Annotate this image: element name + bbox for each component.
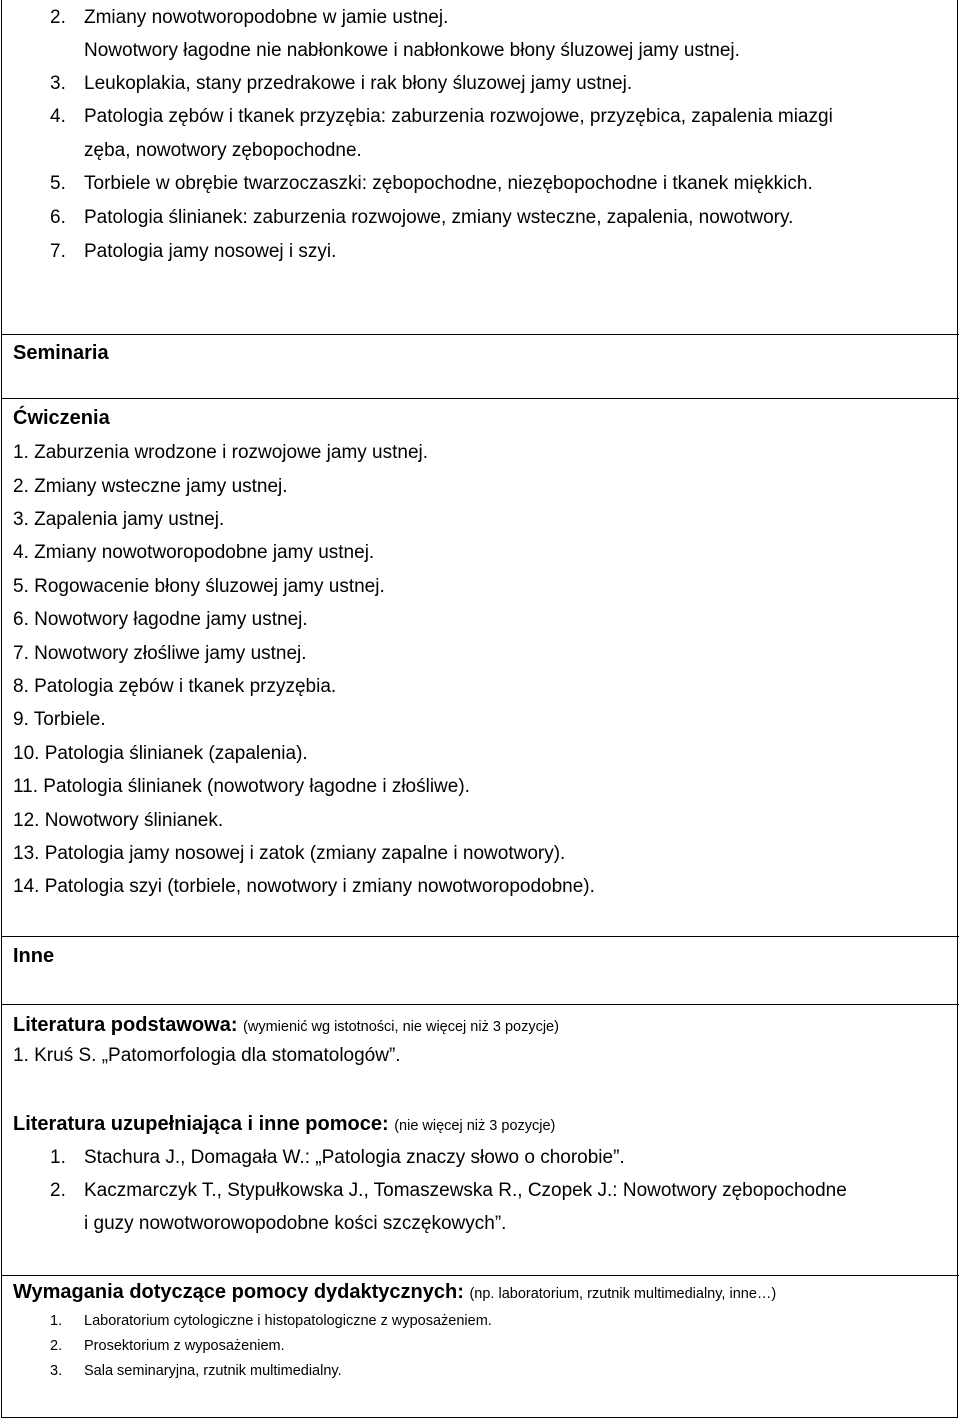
list-item: 7. Nowotwory złośliwe jamy ustnej.	[13, 643, 307, 664]
basic-literature-heading	[13, 1013, 559, 1039]
list-item: 8. Patologia zębów i tkanek przyzębia.	[13, 676, 337, 697]
list-item: 1. Zaburzenia wrodzone i rozwojowe jamy ustnej.	[13, 442, 429, 463]
list-item: 10. Patologia ślinianek (zapalenia).	[13, 743, 308, 764]
list-item: Nowotwory łagodne nie nabłonkowe i nabłonkowe błony śluzowej jamy ustnej.	[84, 40, 740, 61]
list-item: Sala seminaryjna, rzutnik multimedialny.	[84, 1363, 342, 1379]
requirements-heading	[13, 1280, 776, 1306]
list-item: 9. Torbiele.	[13, 709, 106, 730]
list-item-number: 3.	[50, 73, 66, 94]
list-item: Zmiany nowotworopodobne w jamie ustnej.	[84, 7, 449, 28]
list-item: Patologia zębów i tkanek przyzębia: zaburzenia rozwojowe, przyzębica, zapalenia miazgi	[84, 106, 833, 127]
list-item-number: 7.	[50, 241, 66, 262]
list-item-number: 4.	[50, 106, 66, 127]
list-item: 12. Nowotwory ślinianek.	[13, 810, 224, 831]
section-divider	[1, 398, 959, 399]
supplementary-literature-title: Literatura uzupełniająca i inne pomoce:	[13, 1113, 389, 1135]
list-item: 4. Zmiany nowotworopodobne jamy ustnej.	[13, 542, 375, 563]
list-item-number: 3.	[50, 1363, 63, 1379]
list-item: 6. Nowotwory łagodne jamy ustnej.	[13, 609, 308, 630]
list-item: Patologia jamy nosowej i szyi.	[84, 241, 337, 262]
list-item: Laboratorium cytologiczne i histopatologiczne z wyposażeniem.	[84, 1313, 492, 1329]
list-item-number: 1.	[50, 1147, 66, 1168]
list-item-number: 2.	[50, 1180, 66, 1201]
list-item: Torbiele w obrębie twarzoczaszki: zębopochodne, niezębopochodne i tkanek miękkich.	[84, 173, 813, 194]
list-item-number: 2.	[50, 1338, 63, 1354]
basic-literature-note: (wymienić wg istotności, nie więcej niż 3 pozycje)	[243, 1019, 559, 1035]
list-item: 13. Patologia jamy nosowej i zatok (zmiany zapalne i nowotwory).	[13, 843, 566, 864]
supplementary-literature-heading	[13, 1112, 555, 1138]
list-item-continuation: i guzy nowotworowopodobne kości szczękowych”.	[84, 1213, 507, 1234]
list-item: Patologia ślinianek: zaburzenia rozwojowe, zmiany wsteczne, zapalenia, nowotwory.	[84, 207, 794, 228]
list-item: 11. Patologia ślinianek (nowotwory łagodne i złośliwe).	[13, 776, 470, 797]
requirements-title: Wymagania dotyczące pomocy dydaktycznych:	[13, 1281, 464, 1303]
section-divider	[1, 1004, 959, 1005]
list-item-number: 1.	[50, 1313, 63, 1329]
exercises-heading: Ćwiczenia	[13, 407, 110, 429]
basic-literature-title: Literatura podstawowa:	[13, 1014, 238, 1036]
list-item: 2. Zmiany wsteczne jamy ustnej.	[13, 476, 288, 497]
list-item: Stachura J., Domagała W.: „Patologia znaczy słowo o chorobie”.	[84, 1147, 625, 1168]
list-item: 3. Zapalenia jamy ustnej.	[13, 509, 225, 530]
other-heading: Inne	[13, 945, 55, 967]
list-item: 14. Patologia szyi (torbiele, nowotwory i zmiany nowotworopodobne).	[13, 876, 595, 897]
list-item: 5. Rogowacenie błony śluzowej jamy ustnej.	[13, 576, 385, 597]
section-divider	[1, 334, 959, 335]
list-item-number: 5.	[50, 173, 66, 194]
list-item: Prosektorium z wyposażeniem.	[84, 1338, 285, 1354]
list-item: Leukoplakia, stany przedrakowe i rak błony śluzowej jamy ustnej.	[84, 73, 633, 94]
list-item-number: 6.	[50, 207, 66, 228]
section-divider	[1, 936, 959, 937]
list-item-number: 2.	[50, 7, 66, 28]
seminaria-heading: Seminaria	[13, 342, 109, 364]
list-item: Kaczmarczyk T., Stypułkowska J., Tomaszewska R., Czopek J.: Nowotwory zębopochodne	[84, 1180, 847, 1201]
requirements-note: (np. laboratorium, rzutnik multimedialny, inne…)	[469, 1286, 777, 1302]
list-item: 1. Kruś S. „Patomorfologia dla stomatologów”.	[13, 1045, 401, 1066]
supplementary-literature-note: (nie więcej niż 3 pozycje)	[394, 1118, 556, 1134]
section-divider	[1, 1275, 959, 1276]
list-item: zęba, nowotwory zębopochodne.	[84, 140, 362, 161]
